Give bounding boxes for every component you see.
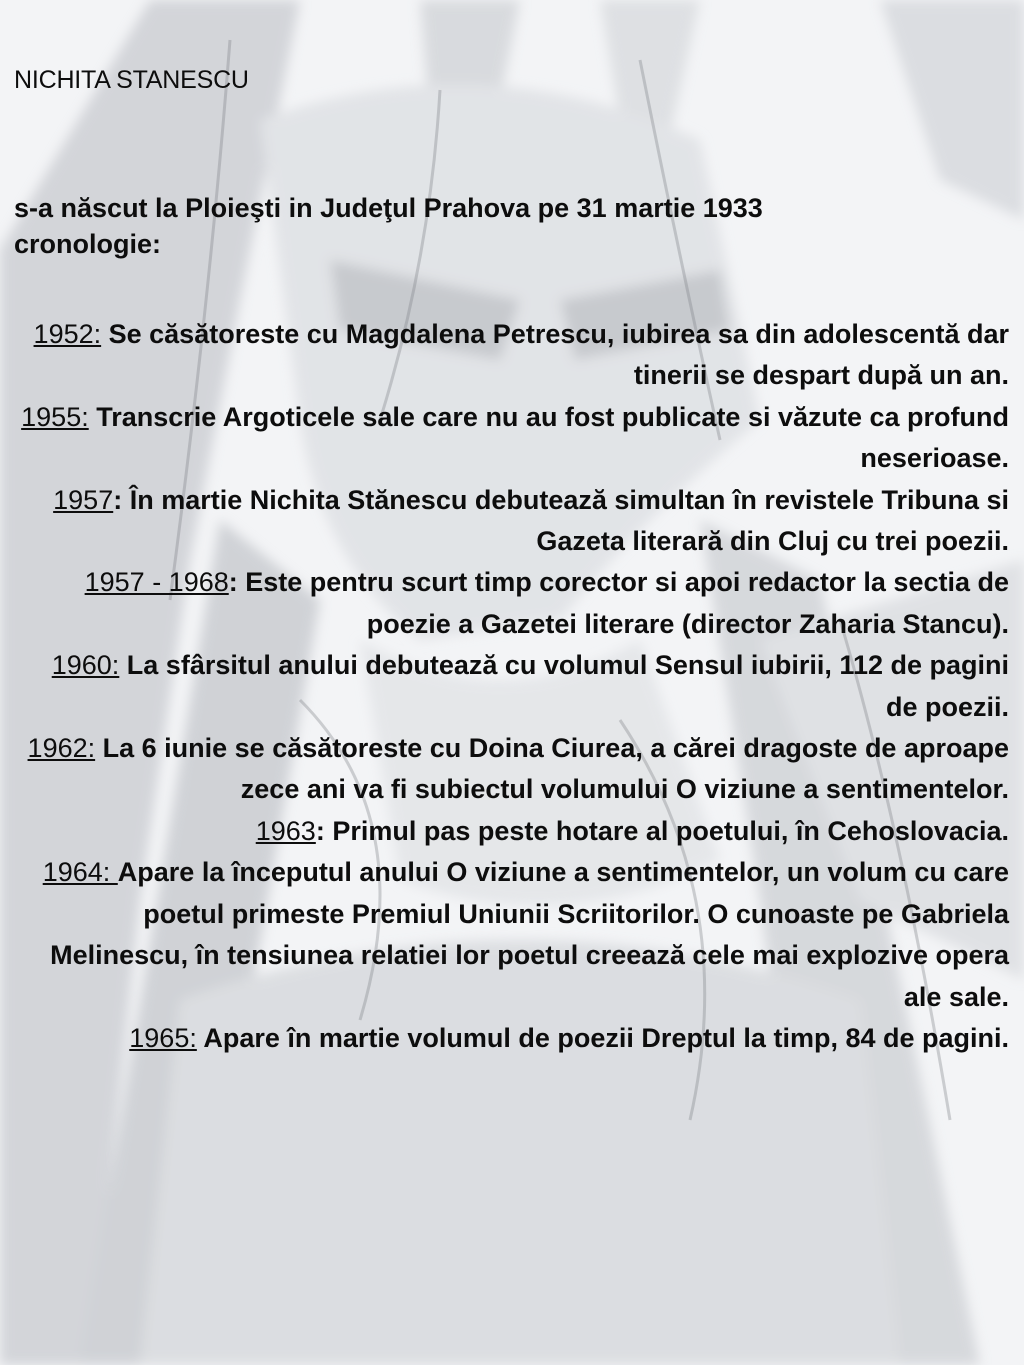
timeline-text: Apare în martie volumul de poezii Dreptul la timp, 84 de pagini. [196,1022,1009,1053]
timeline-entry [14,314,1009,397]
chronology-list [14,314,1009,1059]
timeline-text: La 6 iunie se căsătoreste cu Doina Ciurea, a cărei dragoste de aproape zece ani va fi subiectul volumului O viziune a sentimentelor. [95,733,1009,805]
timeline-entry [14,645,1009,728]
chronology-label: cronologie: [14,229,161,259]
timeline-year: 1964: [42,857,118,888]
timeline-entry [14,728,1009,811]
timeline-entry [14,852,1009,1018]
timeline-text: Este pentru scurt timp corector si apoi redactor la sectia de poezie a Gazetei literare (director Zaharia Stancu). [237,567,1009,639]
timeline-year: 1962: [27,733,96,764]
timeline-text: Se căsătoreste cu Magdalena Petrescu, iubirea sa din adolescentă dar tinerii se despart după un an. [101,319,1009,391]
timeline-year: 1957 - 1968 [84,567,229,598]
timeline-text: Primul pas peste hotare al poetului, în Cehoslovacia. [324,815,1009,846]
timeline-year: 1965: [129,1022,197,1053]
timeline-year: 1957 [53,484,114,515]
timeline-entry: 1957 - 1968: Este pentru scurt timp corector si apoi redactor la sectia de poezie a Gazetei literare (director Zaharia Stancu). [84,567,1009,639]
timeline-year: 1952: [33,319,102,349]
intro-block [14,190,763,262]
birth-statement: s-a născut la Ploieşti in Judeţul Prahova pe 31 martie 1933 [14,193,763,223]
timeline-text: Apare la începutul anului O viziune a sentimentelor, un volum cu care poetul primeste Premiul Uniunii Scriitorilor. O cunoaste pe Gabriela Melinescu, în tensiunea relatiei lor poetul creează cele mai explozive opera ale sale. [50,857,1009,1012]
timeline-entry [14,397,1009,480]
timeline-text: La sfârsitul anului debutează cu volumul Sensul iubirii, 112 de pagini de poezii. [119,650,1009,722]
timeline-year: 1963 [255,815,316,846]
timeline-text: În martie Nichita Stănescu debutează simultan în revistele Tribuna si Gazeta literară din Cluj cu trei poezii. [122,484,1009,557]
timeline-entry [14,1018,1009,1059]
timeline-entry: 1957: În martie Nichita Stănescu debutează simultan în revistele Tribuna si Gazeta literară din Cluj cu trei poezii. [53,484,1009,557]
timeline-text: Transcrie Argoticele sale care nu au fost publicate si văzute ca profund neserioase. [88,401,1009,474]
page-title: NICHITA STANESCU [14,66,249,94]
timeline-year: 1960: [51,650,120,681]
timeline-year: 1955: [21,401,89,432]
timeline-entry: 1963: Primul pas peste hotare al poetului, în Cehoslovacia. [255,815,1009,846]
